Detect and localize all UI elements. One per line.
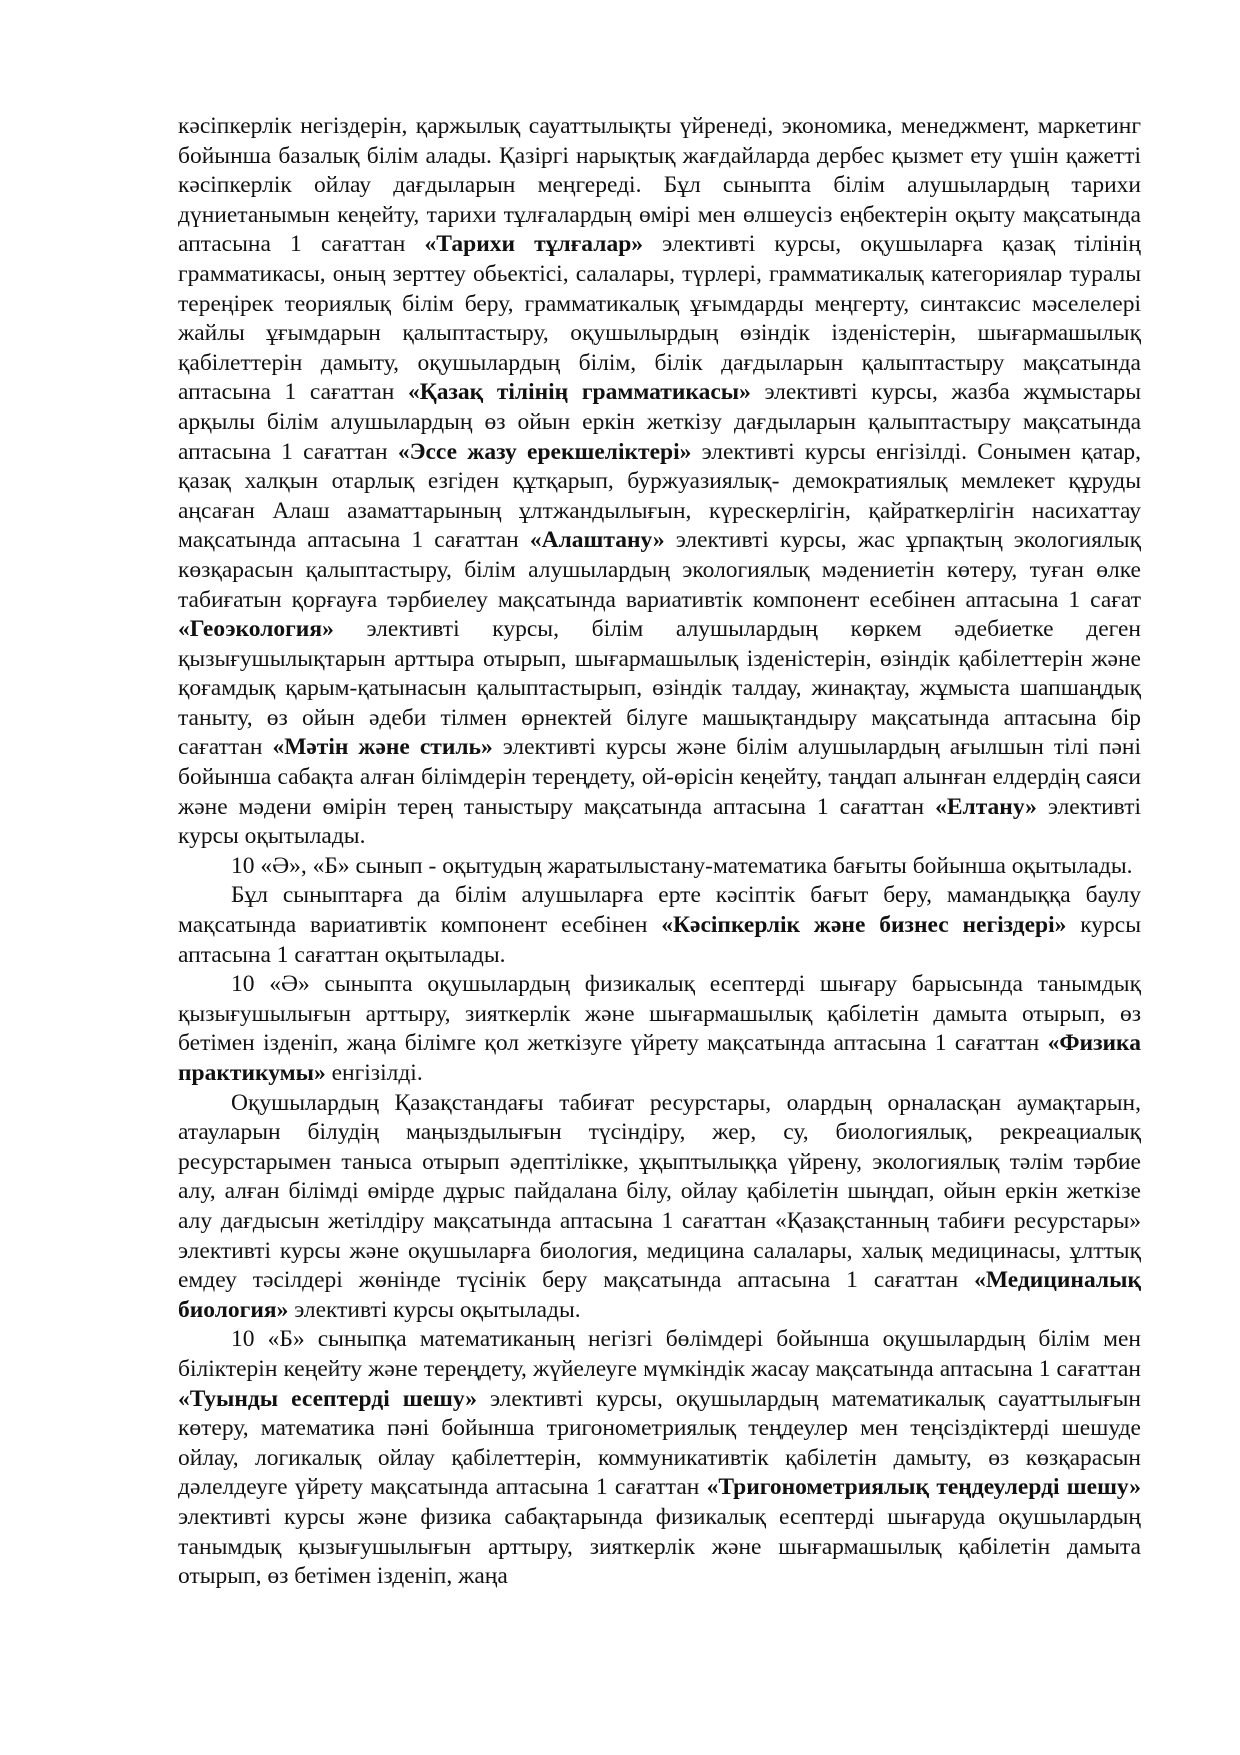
text-run: кәсіпкерлік негіздерін, қаржылық сауаттылықты үйренеді, экономика, менеджмент, маркетинг бойынша базалық білім алады. Қазіргі нарықтық жағдайларда дербес қызмет ету үшін қажетті кәсіпкерлік ойлау дағдыларын меңгереді. Бұл сыныпта білім алушылардың тарихи дүниетанымын кеңейту, тарихи тұлғалардың өмірі мен өлшеусіз еңбектерін оқыту мақсатында аптасына 1 сағаттан (178, 113, 1141, 258)
bold-course-title: «Тарихи тұлғалар» (424, 231, 644, 258)
text-run: Оқушылардың Қазақстандағы табиғат ресурстары, олардың орналасқан аумақтарын, атауларын білудің маңыздылығын түсіндіру, жер, су, биологиялық, рекреациалық ресурстарымен таныса отырып әдептілікке, ұқыптылыққа үйрену, экологиялық тәлім тәрбие алу, алған білімді өмірде дұрыс пайдалана білу, ойлау қабілетін шыңдап, ойын еркін жеткізе алу дағдысын жетілдіру мақсатында аптасына 1 сағаттан «Қазақстанның табиғи ресурстары» элективті курсы және оқушыларға биология, медицина салалары, халық медицинасы, ұлттық емдеу тәсілдері жөнінде түсінік беру мақсатында аптасына 1 сағаттан (178, 1089, 1141, 1294)
bold-course-title: «Эссе жазу ерекшеліктері» (397, 438, 692, 465)
document-page (178, 112, 1141, 1592)
bold-course-title: «Туынды есептерді шешу» (178, 1385, 477, 1412)
bold-course-title: «Физика практикумы» (178, 1030, 1141, 1086)
text-run: Бұл сыныптарға да білім алушыларға ерте кәсіптік бағыт беру, мамандыққа баулу мақсатында вариативтік компонент есебінен (178, 882, 1141, 939)
text-run: элективті курсы енгізілді. Сонымен қатар, қазақ халқын отарлық езгіден құтқарып, буржуазиялық- демократиялық мемлекет құруды аңсаған Алаш азаматтарының ұлтжандылығын, күрескерлігін, қайраткерлігін насихаттау мақсатында аптасына 1 сағаттан (178, 438, 1142, 554)
bold-course-title: «Мәтін және стиль» (272, 734, 493, 761)
bold-course-title: «Медициналық биология» (178, 1267, 1141, 1323)
bold-course-title: «Геоэкология» (178, 616, 334, 643)
text-run: элективті курсы оқытылады. (178, 793, 1141, 850)
bold-course-title: «Тригонометриялық теңдеулерді шешу» (706, 1474, 1141, 1501)
paragraph (178, 112, 1141, 852)
bold-course-title: «Алаштану» (529, 527, 665, 554)
text-run: 10 «Ә», «Б» сынып - оқытудың жаратылыстану-математика бағыты бойынша оқытылады. (231, 852, 1133, 879)
text-run: элективті курсы және білім алушылардың ағылшын тілі пәні бойынша сабақта алған білімдерін тереңдету, ой-өрісін кеңейту, таңдап алынған елдердің саяси және мәдени өмірін терең таныстыру мақсатында аптасына 1 сағаттан (178, 734, 1141, 820)
text-run: элективті курсы, оқушыларға қазақ тілінің грамматикасы, оның зерттеу обьектісі, салалары, түрлері, грамматикалық категориялар туралы тереңірек теориялық білім беру, грамматикалық ұғымдарды меңгерту, синтаксис мәселелері жайлы ұғымдарын қалыптастыру, оқушылырдың өзіндік ізденістерін, шығармашылық қабілеттерін дамыту, оқушылардың білім, білік дағдыларын қалыптастыру мақсатында аптасына 1 сағаттан (178, 231, 1141, 406)
text-run: курсы аптасына 1 сағаттан оқытылады. (178, 912, 1141, 968)
text-run: элективті курсы және физика сабақтарында физикалық есептерді шығаруда оқушылардың танымдық қызығушылығын арттыру, зияткерлік және шығармашылық қабілетін дамыта отырып, өз бетімен ізденіп, жаңа (178, 1503, 1141, 1590)
text-run: 10 «Ә» сыныпта оқушылардың физикалық есептерді шығару барысында танымдық қызығушылығын арттыру, зияткерлік және шығармашылық қабілетін дамыта отырып, өз бетімен ізденіп, жаңа білімге қол жеткізуге үйрету мақсатында аптасына 1 сағаттан (178, 971, 1141, 1057)
paragraph (178, 852, 1141, 882)
paragraph (178, 970, 1141, 1088)
text-run: элективті курсы оқытылады. (288, 1296, 581, 1323)
text-run: енгізілді. (325, 1060, 423, 1086)
bold-course-title: «Кәсіпкерлік және бизнес негіздері» (661, 912, 1067, 939)
paragraph (178, 1325, 1141, 1591)
paragraph (178, 881, 1141, 970)
bold-course-title: «Қазақ тілінің грамматикасы» (407, 379, 751, 406)
text-run: элективті курсы, оқушылардың математикалық сауаттылығын көтеру, математика пәні бойынша тригонометриялық теңдеулер мен теңсіздіктерді шешуде ойлау, логикалық ойлау қабілеттерін, коммуникативтік қабілетін дамыту, өз көзқарасын дәлелдеуге үйрету мақсатында аптасына 1 сағаттан (178, 1385, 1141, 1501)
text-run: элективті курсы, жазба жұмыстары арқылы білім алушылардың өз ойын еркін жеткізу дағдыларын қалыптастыру мақсатында аптасына 1 сағаттан (178, 379, 1141, 465)
paragraph (178, 1089, 1141, 1326)
text-run: 10 «Б» сыныпқа математиканың негізгі бөлімдері бойынша оқушылардың білім мен біліктерін кеңейту және тереңдету, жүйелеуге мүмкіндік жасау мақсатында аптасына 1 сағаттан (178, 1326, 1141, 1382)
bold-course-title: «Елтану» (935, 793, 1037, 820)
text-run: элективті курсы, жас ұрпақтың экологиялық көзқарасын қалыптастыру, білім алушылардың экологиялық мәдениетін көтеру, туған өлке табиғатын қорғауға тәрбиелеу мақсатында вариативтік компонент есебінен аптасына 1 сағат (178, 527, 1141, 613)
text-run: элективті курсы, білім алушылардың көркем әдебиетке деген қызығушылықтарын арттыра отырып, шығармашылық ізденістерін, өзіндік қабілеттерін және қоғамдық қарым-қатынасын қалыптастырып, өзіндік талдау, жинақтау, жұмыста шапшаңдық таныту, өз ойын әдеби тілмен өрнектей білуге машықтандыру мақсатында аптасына бір сағаттан (178, 616, 1141, 761)
